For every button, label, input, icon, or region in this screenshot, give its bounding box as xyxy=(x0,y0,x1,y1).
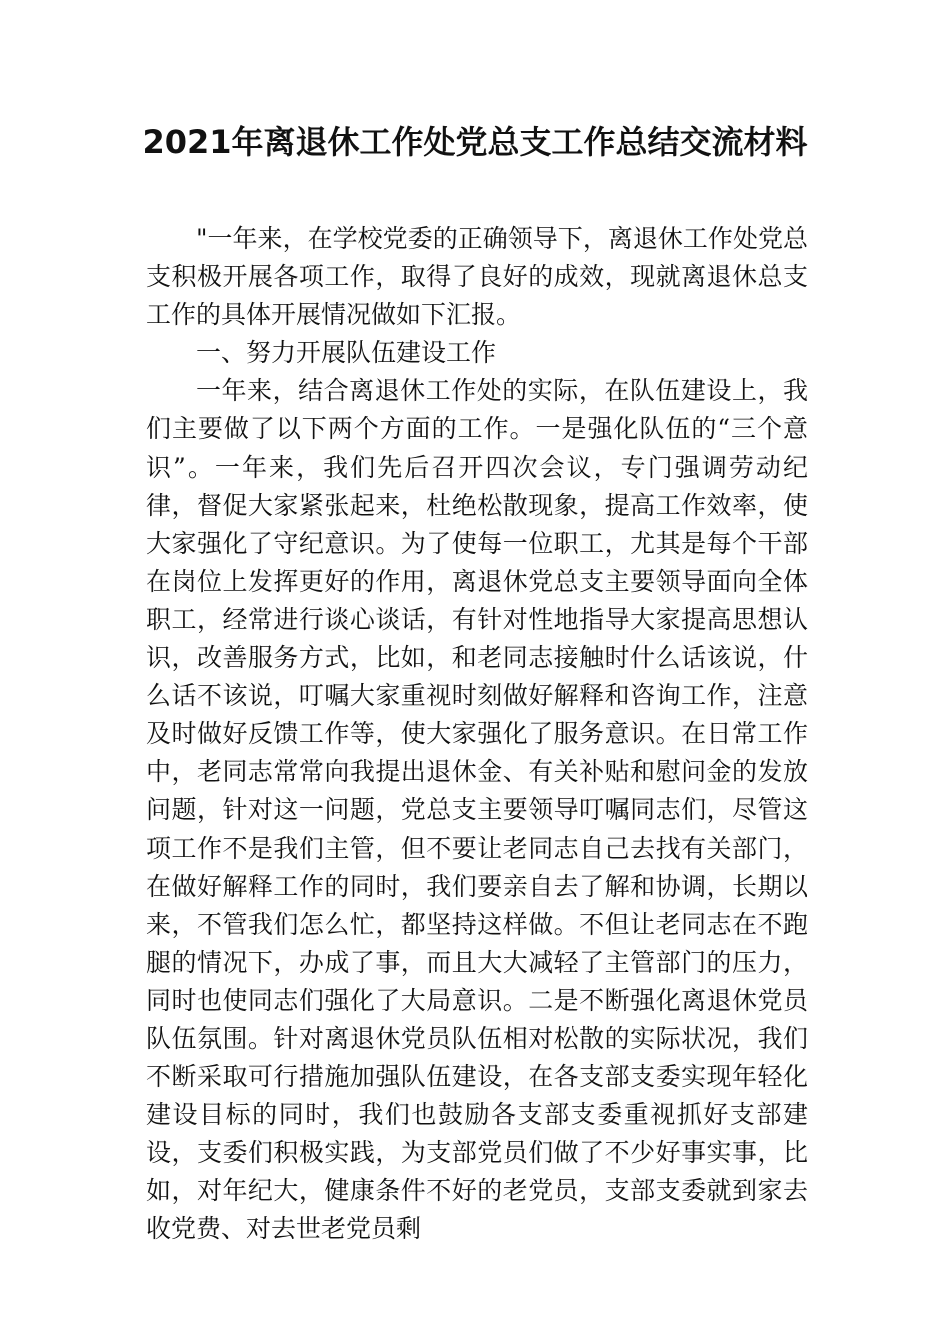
document-title: 2021年离退休工作处党总支工作总结交流材料 xyxy=(142,123,808,161)
intro-paragraph: "一年来，在学校党委的正确领导下，离退休工作处党总支积极开展各项工作，取得了良好的成效，现就离退休总支工作的具体开展情况做如下汇报。 xyxy=(146,224,808,330)
body-paragraph: 一年来，结合离退休工作处的实际，在队伍建设上，我们主要做了以下两个方面的工作。一是强化队伍的“三个意识”。一年来，我们先后召开四次会议，专门强调劳动纪律，督促大家紧张起来，杜绝松散现象，提高工作效率，使大家强化了守纪意识。为了使每一位职工，尤其是每个干部在岗位上发挥更好的作用，离退休党总支主要领导面向全体职工，经常进行谈心谈话，有针对性地指导大家提高思想认识，改善服务方式，比如，和老同志接触时什么话该说，什么话不该说，叮嘱大家重视时刻做好解释和咨询工作，注意及时做好反馈工作等，使大家强化了服务意识。在日常工作中，老同志常常向我提出退休金、有关补贴和慰问金的发放问题，针对这一问题，党总支主要领导叮嘱同志们，尽管这项工作不是我们主管，但不要让老同志自己去找有关部门，在做好解释工作的同时，我们要亲自去了解和协调，长期以来，不管我们怎么忙，都坚持这样做。不但让老同志在不跑腿的情况下，办成了事，而且大大减轻了主管部门的压力，同时也使同志们强化了大局意识。二是不断强化离退休党员队伍氛围。针对离退休党员队伍相对松散的实际状况，我们不断采取可行措施加强队伍建设，在各支部支委实现年轻化建设目标的同时，我们也鼓励各支部支委重视抓好支部建设，支委们积极实践，为支部党员们做了不少好事实事，比如，对年纪大，健康条件不好的老党员，支部支委就到家去收党费、对去世老党员剩 xyxy=(146,376,808,1244)
section-heading: 一、努力开展队伍建设工作 xyxy=(196,338,497,368)
document-body xyxy=(146,220,808,1249)
